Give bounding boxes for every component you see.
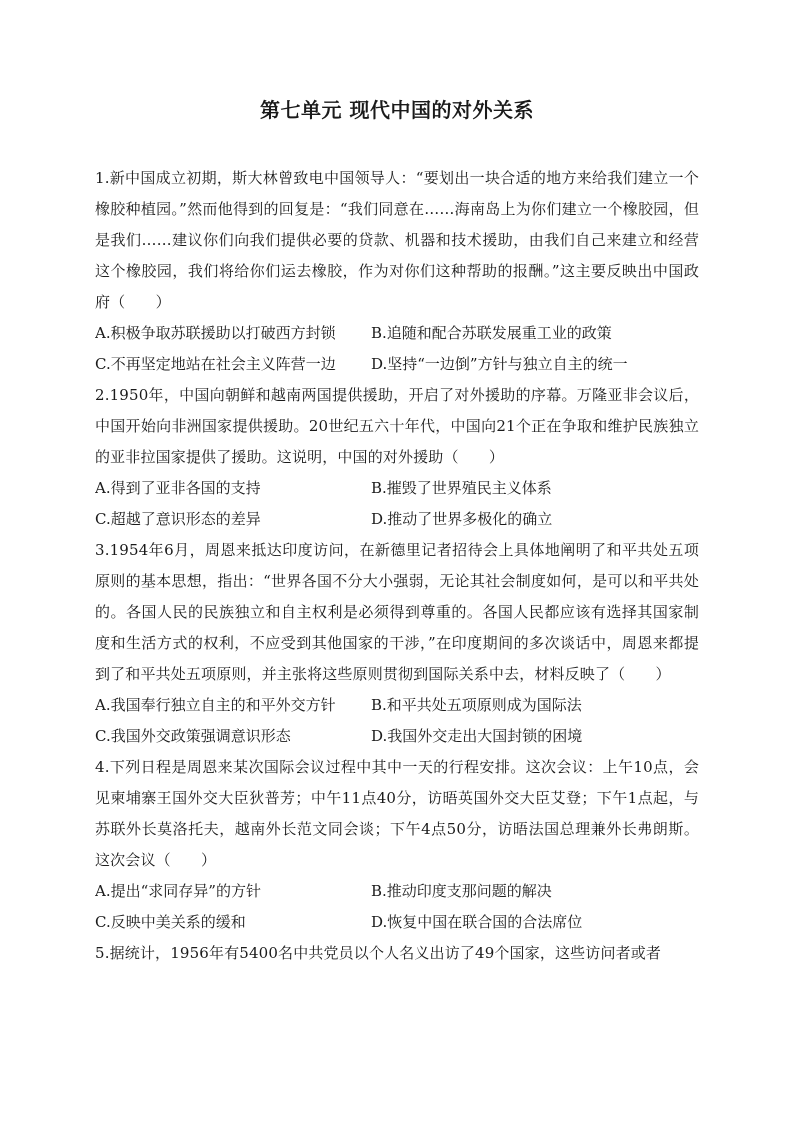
option-b: B.追随和配合苏联发展重工业的政策 <box>371 324 612 342</box>
question-1 <box>95 163 699 380</box>
option-a: A.我国奉行独立自主的和平外交方针 <box>95 696 336 714</box>
question-4 <box>95 752 699 938</box>
question-text: 2.1950年，中国向朝鲜和越南两国提供援助，开启了对外援助的序幕。万隆亚非会议后，中国开始向非洲国家提供援助。20世纪五六十年代，中国向21个正在争取和维护民族独立的亚非拉国家提供了援助。这说明，中国的对外援助（ ） <box>95 386 699 466</box>
option-b: B.和平共处五项原则成为国际法 <box>371 696 582 714</box>
option-a: A.提出“求同存异”的方针 <box>95 882 261 900</box>
option-c: C.超越了意识形态的差异 <box>95 510 261 528</box>
option-c: C.我国外交政策强调意识形态 <box>95 727 291 745</box>
option-d: D.我国外交走出大国封锁的困境 <box>371 727 583 745</box>
option-c: C.不再坚定地站在社会主义阵营一边 <box>95 355 336 373</box>
question-text: 1.新中国成立初期，斯大林曾致电中国领导人：“要划出一块合适的地方来给我们建立一个橡胶种植园。”然而他得到的回复是：“我们同意在……海南岛上为你们建立一个橡胶园，但是我们……建议你们向我们提供必要的贷款、机器和技术援助，由我们自己来建立和经营这个橡胶园，我们将给你们运去橡胶，作为对你们这种帮助的报酬。”这主要反映出中国政府（ ） <box>95 169 699 311</box>
option-a: A.得到了亚非各国的支持 <box>95 479 261 497</box>
option-d: D.推动了世界多极化的确立 <box>371 510 553 528</box>
question-5 <box>95 938 699 969</box>
option-d: D.恢复中国在联合国的合法席位 <box>371 913 583 931</box>
question-2 <box>95 380 699 535</box>
question-text: 5.据统计，1956年有5400名中共党员以个人名义出访了49个国家，这些访问者或者 <box>95 944 662 962</box>
option-c: C.反映中美关系的缓和 <box>95 913 246 931</box>
option-list <box>95 690 699 752</box>
option-list <box>95 876 699 938</box>
option-b: B.摧毁了世界殖民主义体系 <box>371 479 552 497</box>
option-b: B.推动印度支那问题的解决 <box>371 882 552 900</box>
question-list <box>95 163 699 969</box>
page-title: 第七单元 现代中国的对外关系 <box>260 98 534 122</box>
option-a: A.积极争取苏联援助以打破西方封锁 <box>95 324 336 342</box>
option-d: D.坚持“一边倒”方针与独立自主的统一 <box>371 355 628 373</box>
question-text: 4.下列日程是周恩来某次国际会议过程中其中一天的行程安排。这次会议：上午10点，会见柬埔寨王国外交大臣狄普芳；中午11点40分，访晤英国外交大臣艾登；下午1点起，与苏联外长莫洛托夫，越南外长范文同会谈；下午4点50分，访晤法国总理兼外长弗朗斯。这次会议（ ） <box>95 758 699 869</box>
question-text: 3.1954年6月，周恩来抵达印度访问，在新德里记者招待会上具体地阐明了和平共处五项原则的基本思想，指出：“世界各国不分大小强弱，无论其社会制度如何，是可以和平共处的。各国人民的民族独立和自主权利是必须得到尊重的。各国人民都应该有选择其国家制度和生活方式的权利，不应受到其他国家的干涉，”在印度期间的多次谈话中，周恩来都提到了和平共处五项原则，并主张将这些原则贯彻到国际关系中去，材料反映了（ ） <box>95 541 699 683</box>
question-3 <box>95 535 699 752</box>
option-list <box>95 473 699 535</box>
option-list <box>95 318 699 380</box>
